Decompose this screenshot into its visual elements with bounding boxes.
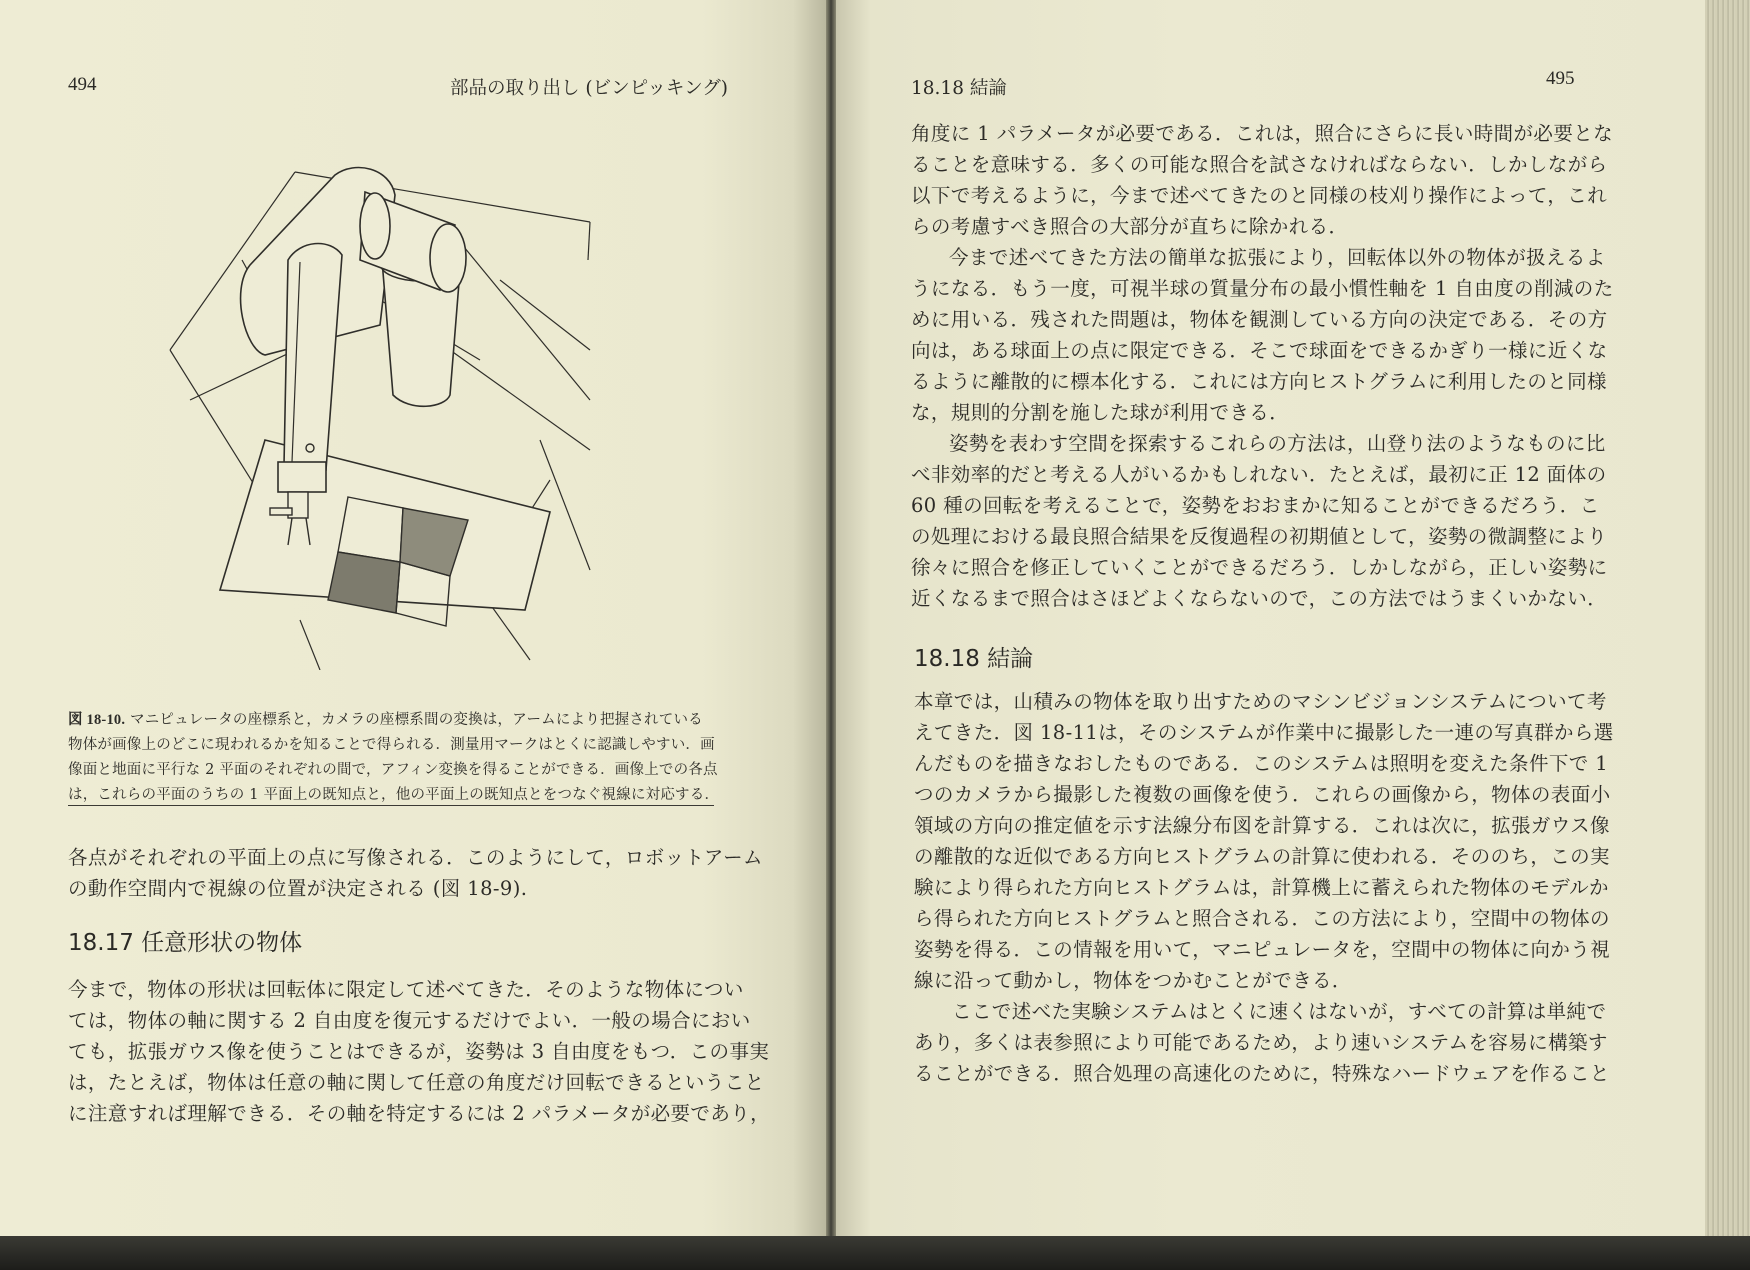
running-head-right: 18.18 結論 (911, 78, 1007, 99)
text-line: 今まで述べてきた方法の簡単な拡張により，回転体以外の物体が扱えるよ (949, 246, 1606, 269)
right-page (836, 0, 1705, 1236)
text-line: らの考慮すべき照合の大部分が直ちに除かれる． (911, 215, 1349, 238)
text-line: は，たとえば，物体は任意の軸に関して任意の角度だけ回転できるということ (68, 1071, 765, 1094)
page-number-right: 495 (1546, 68, 1575, 89)
caption-line: 像面と地面に平行な 2 平面のそれぞれの間で，アフィン変換を得ることができる．画像上での各点 (68, 762, 718, 778)
caption-rule (68, 805, 714, 806)
text-line: えてきた．図 18-11は，そのシステムが作業中に撮影した一連の写真群から選 (914, 721, 1614, 744)
caption-line: 物体が画像上のどこに現われるかを知ることで得られる．測量用マークはとくに認識しやすい．画 (68, 737, 715, 753)
text-line: ここで述べた実験システムはとくに速くはないが，すべての計算は単純で (952, 1000, 1607, 1023)
text-line: べ非効率的だと考える人がいるかもしれない．たとえば，最初に正 12 面体の (911, 463, 1607, 486)
text-line: るように離散的に標本化する．これには方向ヒストグラムに利用したのと同様 (911, 370, 1607, 393)
robot-arm-figure (150, 150, 630, 670)
text-line: の動作空間内で視線の位置が決定される (図 18-9). (68, 877, 528, 900)
text-line: に注意すれば理解できる．その軸を特定するには 2 パラメータが必要であり， (68, 1102, 771, 1125)
text-line: ることができる．照合処理の高速化のために，特殊なハードウェアを作ること (914, 1062, 1610, 1085)
book-gutter (826, 0, 836, 1236)
text-line: な，規則的分割を施した球が利用できる． (911, 401, 1290, 424)
running-head-left: 部品の取り出し (ビンピッキング) (450, 78, 729, 99)
text-line: 角度に 1 パラメータが必要である．これは，照合にさらに長い時間が必要とな (911, 122, 1614, 145)
text-line: 験により得られた方向ヒストグラムは，計算機上に蓄えられた物体のモデルか (914, 876, 1609, 899)
scanner-bottom-edge (0, 1236, 1750, 1270)
arm-forearm (278, 244, 342, 492)
text-line: 今まで，物体の形状は回転体に限定して述べてきた．そのような物体につい (68, 978, 744, 1001)
text-line: 姿勢を得る．この情報を用いて，マニピュレータを，空間中の物体に向かう視 (914, 938, 1611, 961)
page-number-left: 494 (68, 74, 97, 95)
text-line: うになる．もう一度，可視半球の質量分布の最小慣性軸を 1 自由度の削減のた (911, 277, 1614, 300)
figure-label: 図 18-10. (68, 712, 126, 728)
text-line: の処理における最良照合結果を反復過程の初期値として，姿勢の微調整により (911, 525, 1608, 548)
text-line: ら得られた方向ヒストグラムと照合される．この方法により，空間中の物体の (914, 907, 1610, 930)
text-line: あり，多くは表参照により可能であるため，より速いシステムを容易に構築す (914, 1031, 1608, 1054)
text-line: 近くなるまで照合はさほどよくならないので，この方法ではうまくいかない． (911, 587, 1608, 610)
text-line: 姿勢を表わす空間を探索するこれらの方法は，山登り法のようなものに比 (949, 432, 1606, 455)
text-line: 線に沿って動かし，物体をつかむことができる． (914, 969, 1352, 992)
text-line: 各点がそれぞれの平面上の点に写像される．このようにして，ロボットアーム (68, 846, 763, 869)
left-page (0, 0, 826, 1236)
page-fore-edge (1705, 0, 1750, 1236)
text-line: 以下で考えるように，今まで述べてきたのと同様の枝刈り操作によって，これ (911, 184, 1608, 207)
text-line: ることを意味する．多くの可能な照合を試さなければならない．しかしながら (911, 153, 1608, 176)
section-title-18-18: 18.18 結論 (914, 646, 1034, 672)
caption-line: は，これらの平面のうちの 1 平面上の既知点と，他の平面上の既知点とをつなぐ視線に対応する． (68, 787, 720, 803)
text-line: んだものを描きなおしたものである．このシステムは照明を変えた条件下で 1 (914, 752, 1609, 775)
text-line: 本章では，山積みの物体を取り出すためのマシンビジョンシステムについて考 (914, 690, 1607, 713)
text-line: つのカメラから撮影した複数の画像を使う．これらの画像から，物体の表面小 (914, 783, 1611, 806)
caption-line: マニピュレータの座標系と，カメラの座標系間の変換は，アームにより把握されている (130, 712, 703, 728)
section-title-18-17: 18.17 任意形状の物体 (68, 930, 303, 956)
text-line: ては，物体の軸に関する 2 自由度を復元するだけでよい．一般の場合におい (68, 1009, 751, 1032)
text-line: の離散的な近似である方向ヒストグラムの計算に使われる．そののち，この実 (914, 845, 1610, 868)
text-line: 領域の方向の推定値を示す法線分布図を計算する．これは次に，拡張ガウス像 (914, 814, 1610, 837)
text-line: 徐々に照合を修正していくことができるだろう．しかしながら，正しい姿勢に (911, 556, 1608, 579)
text-line: 60 種の回転を考えることで，姿勢をおおまかに知ることができるだろう．こ (911, 494, 1600, 517)
text-line: 向は，ある球面上の点に限定できる．そこで球面をできるかぎり一様に近くな (911, 339, 1608, 362)
text-line: めに用いる．残された問題は，物体を観測している方向の決定である．その方 (911, 308, 1608, 331)
text-line: ても，拡張ガウス像を使うことはできるが，姿勢は 3 自由度をもつ．この事実 (68, 1040, 770, 1063)
